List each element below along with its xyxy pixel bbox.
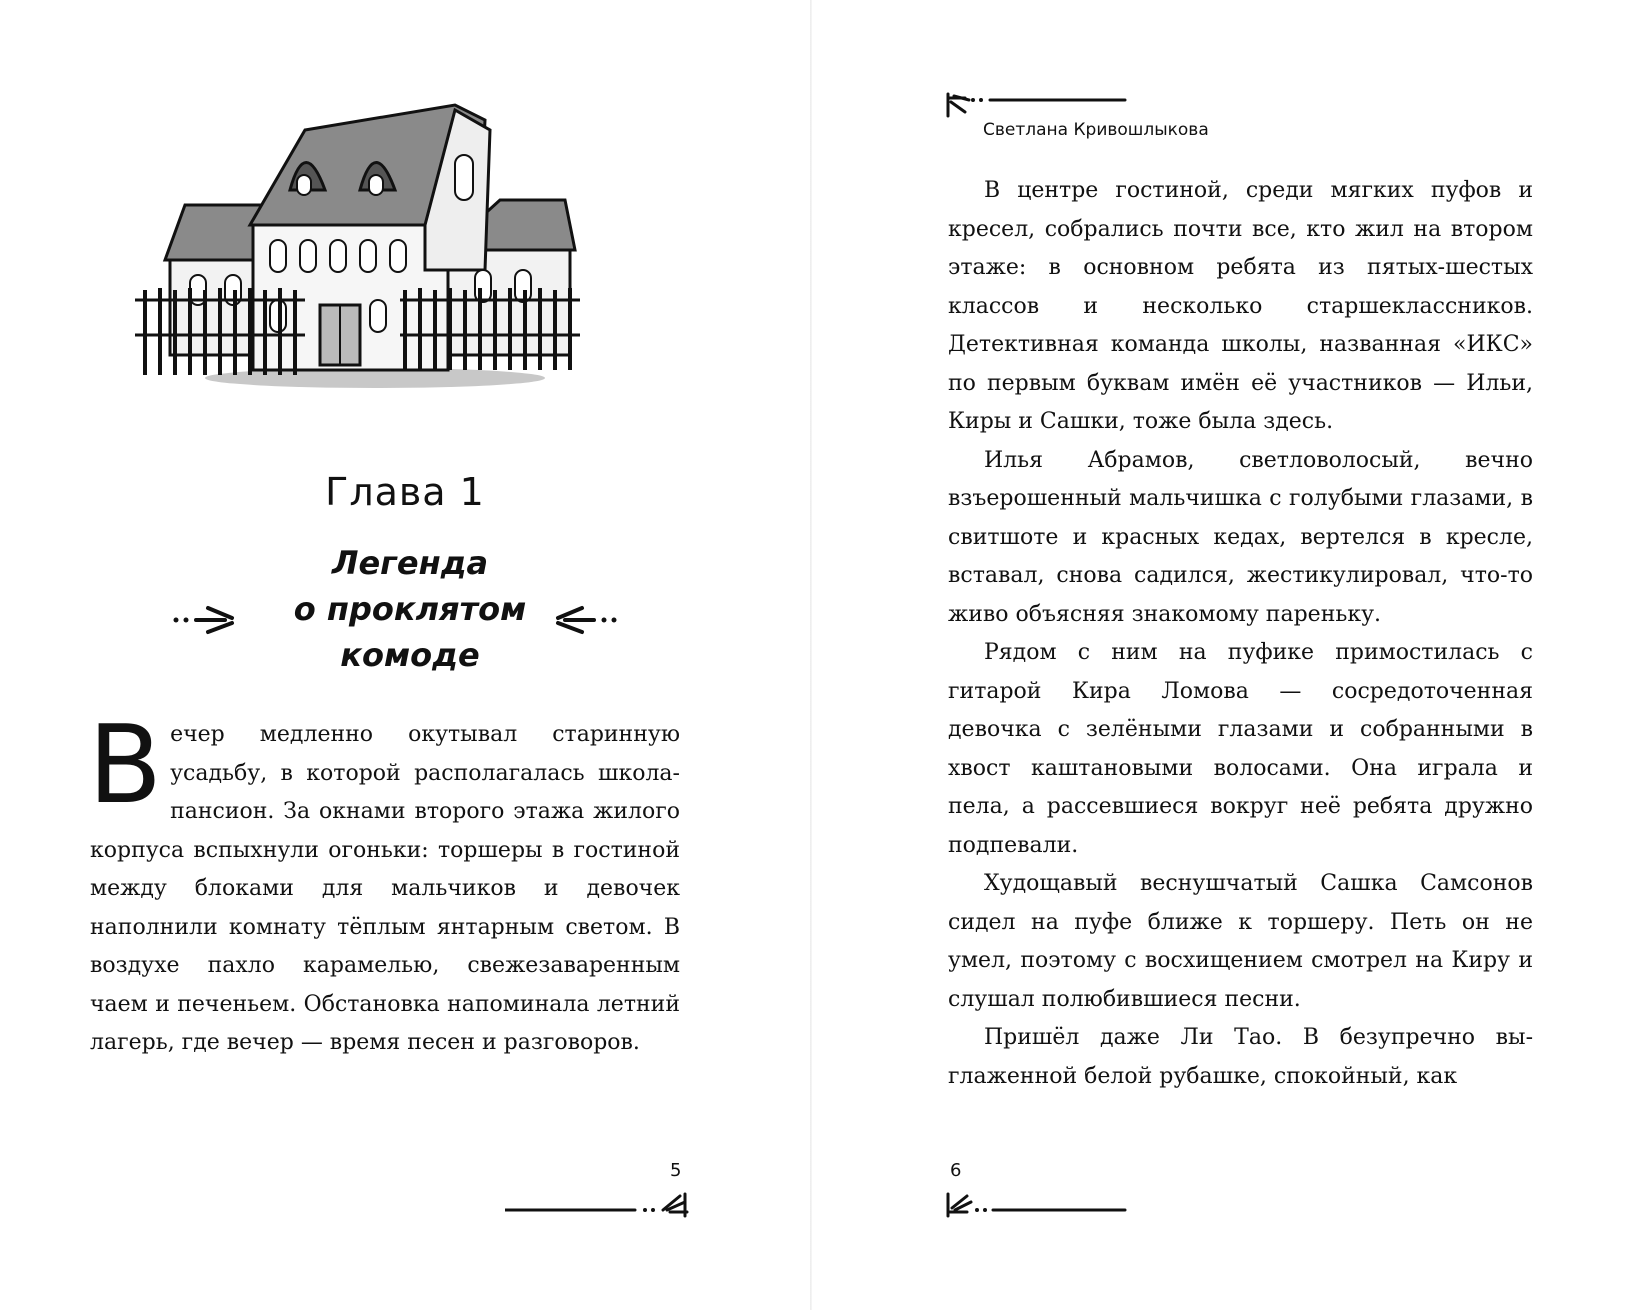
drop-cap: В [88,703,163,828]
paragraph-text: ечер медленно окутывал старинную усадьбу, в которой располагалась школа-пансион. За окнами второго этажа жилого корпуса вспыхнули огоньки: торшеры в гостиной между блоками для мальчиков и девочек наполнили комнату тёплым янтарным светом. В воздухе пахло карамелью, свежезаваренным чаем и печеньем. Обстановка напоминала летний лагерь, где вечер — время песен и разговоров. [90,722,680,1055]
burst-line-icon [945,1190,1130,1220]
left-page [0,0,810,1310]
page-number: 5 [670,1160,682,1181]
running-head-author: Светлана Кривошлыкова [983,120,1209,140]
burst-line-icon [945,90,1130,124]
arrow-ornament-icon [170,598,270,640]
chapter-opening-paragraph [88,703,680,1136]
page-number: 6 [950,1160,962,1181]
burst-line-icon [505,1190,690,1220]
arrow-ornament-icon [520,598,620,640]
chapter-title-line: о проклятом [293,590,527,628]
chapter-title-line: комоде [340,636,480,674]
paragraph: В центре гостиной, среди мягких пуфов и кресел, собрались почти все, кто жил на втором этаже: в основном ребята из пятых-шестых классов и несколько старшеклассников. Детективная команда школы, названная «ИКС» по первым буквам имён её участников — Ильи, Киры и Сашки, тоже была здесь. [948,178,1533,434]
house-illustration [135,100,615,400]
paragraph: Пришёл даже Ли Тао. В безупречно выглаженной белой рубашке, спокойный, как [948,1025,1533,1089]
right-page-text [948,172,1533,1132]
paragraph: Рядом с ним на пуфике примостилась с гитарой Кира Ломова — сосредоточенная девочка с зелёными глазами и собранными в хвост каштановыми волосами. Она играла и пела, а рассевшиеся вокруг неё ребята дружно подпевали. [948,640,1533,858]
paragraph: Худощавый веснушчатый Сашка Самсонов сидел на пуфе ближе к торшеру. Петь он не умел, поэтому с восхищением смотрел на Киру и слушал полюбившиеся песни. [948,871,1533,1012]
chapter-title-line: Легенда [331,544,489,582]
chapter-number: Глава 1 [325,470,485,514]
paragraph: Илья Абрамов, светловолосый, вечно взъерошенный мальчишка с голубыми глазами, в свитшоте и красных кедах, вертелся в кресле, вставал, снова садился, жестикулировал, что-то живо объясняя знакомому пареньку. [948,447,1533,627]
